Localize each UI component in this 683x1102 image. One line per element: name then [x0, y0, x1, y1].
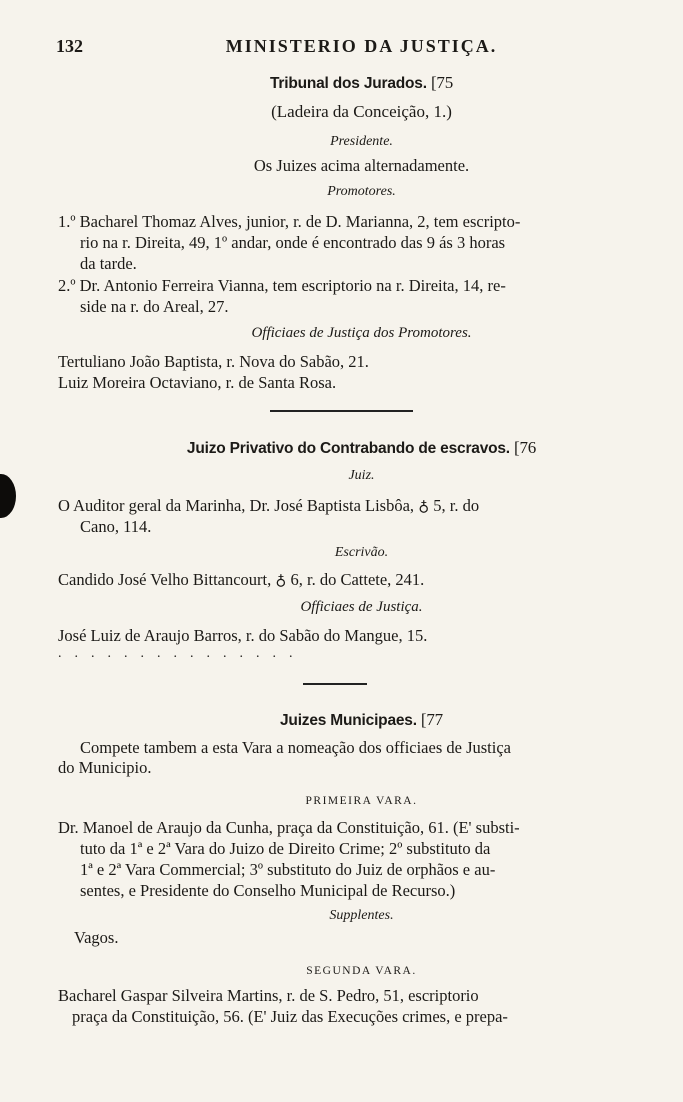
order-cross-icon: ♁: [275, 573, 287, 589]
presidente-label: Presidente.: [330, 134, 393, 149]
juiz-line-1: O Auditor geral da Marinha, Dr. José Baptista Lisbôa, ♁ 5, r. do: [58, 496, 480, 515]
presidente-text: Os Juizes acima alternadamente.: [253, 156, 470, 175]
promotor-1-line-3: da tarde.: [80, 254, 137, 273]
juiz-label: Juiz.: [348, 468, 375, 483]
promotor-2-line-1: 2.º Dr. Antonio Ferreira Vianna, tem escriptorio na r. Direita, 14, re-: [58, 276, 506, 295]
running-title: MINISTERIO DA JUSTIÇA.: [225, 36, 498, 56]
juiz-line-2: Cano, 114.: [80, 517, 152, 536]
promotor-2-line-2: side na r. do Areal, 27.: [80, 297, 229, 316]
primeira-vara-heading: PRIMEIRA VARA.: [305, 795, 418, 807]
primeira-vara-line-3: 1ª e 2ª Vara Commercial; 3º substituto do Juiz de orphãos e au-: [80, 860, 496, 879]
order-cross-icon: ♁: [418, 499, 430, 515]
promotores-label: Promotores.: [327, 184, 396, 199]
promotor-1-line-2: rio na r. Direita, 49, 1º andar, onde é encontrado das 9 ás 3 horas: [80, 233, 506, 252]
escrivao-line: Candido José Velho Bittancourt, ♁ 6, r. do Cattete, 241.: [58, 570, 425, 589]
vagos-text: Vagos.: [74, 928, 119, 947]
intro-line-2: do Municipio.: [58, 758, 152, 777]
officiaes-line: José Luiz de Araujo Barros, r. do Sabão do Mangue, 15.: [58, 626, 428, 645]
leader-dots: ...............: [58, 646, 306, 661]
primeira-vara-line-2: tuto da 1ª e 2ª Vara do Juizo de Direito Crime; 2º substituto da: [80, 839, 491, 858]
official-1: Tertuliano João Baptista, r. Nova do Sabão, 21.: [58, 352, 369, 371]
segunda-vara-line-1: Bacharel Gaspar Silveira Martins, r. de S. Pedro, 51, escriptorio: [58, 986, 479, 1005]
segunda-vara-heading: SEGUNDA VARA.: [306, 965, 417, 977]
intro-line-1: Compete tambem a esta Vara a nomeação dos officiaes de Justiça: [80, 738, 511, 757]
section-title-municipaes: Juizes Municipaes. [77: [280, 710, 443, 729]
section-divider: [270, 410, 413, 412]
primeira-vara-line-4: sentes, e Presidente do Conselho Municipal de Recurso.): [80, 881, 456, 900]
escrivao-label: Escrivão.: [334, 545, 389, 560]
officiaes-promotores-label: Officiaes de Justiça dos Promotores.: [251, 325, 472, 341]
page-number: 132: [56, 36, 83, 56]
official-2: Luiz Moreira Octaviano, r. de Santa Rosa.: [58, 373, 337, 392]
officiaes-label: Officiaes de Justiça.: [300, 599, 423, 615]
promotor-1-line-1: 1.º Bacharel Thomaz Alves, junior, r. de D. Marianna, 2, tem escripto-: [58, 212, 521, 231]
section-divider-short: [303, 683, 367, 685]
jurados-address: (Ladeira da Conceição, 1.): [271, 102, 452, 121]
section-title-contrabando: Juizo Privativo do Contrabando de escravos. [76: [186, 438, 537, 457]
primeira-vara-line-1: Dr. Manoel de Araujo da Cunha, praça da Constituição, 61. (E' substi-: [58, 818, 520, 837]
segunda-vara-line-2: praça da Constituição, 56. (E' Juiz das Execuções crimes, e prepa-: [72, 1007, 508, 1026]
supplentes-label: Supplentes.: [329, 908, 394, 923]
section-title-jurados: Tribunal dos Jurados. [75: [269, 73, 454, 92]
